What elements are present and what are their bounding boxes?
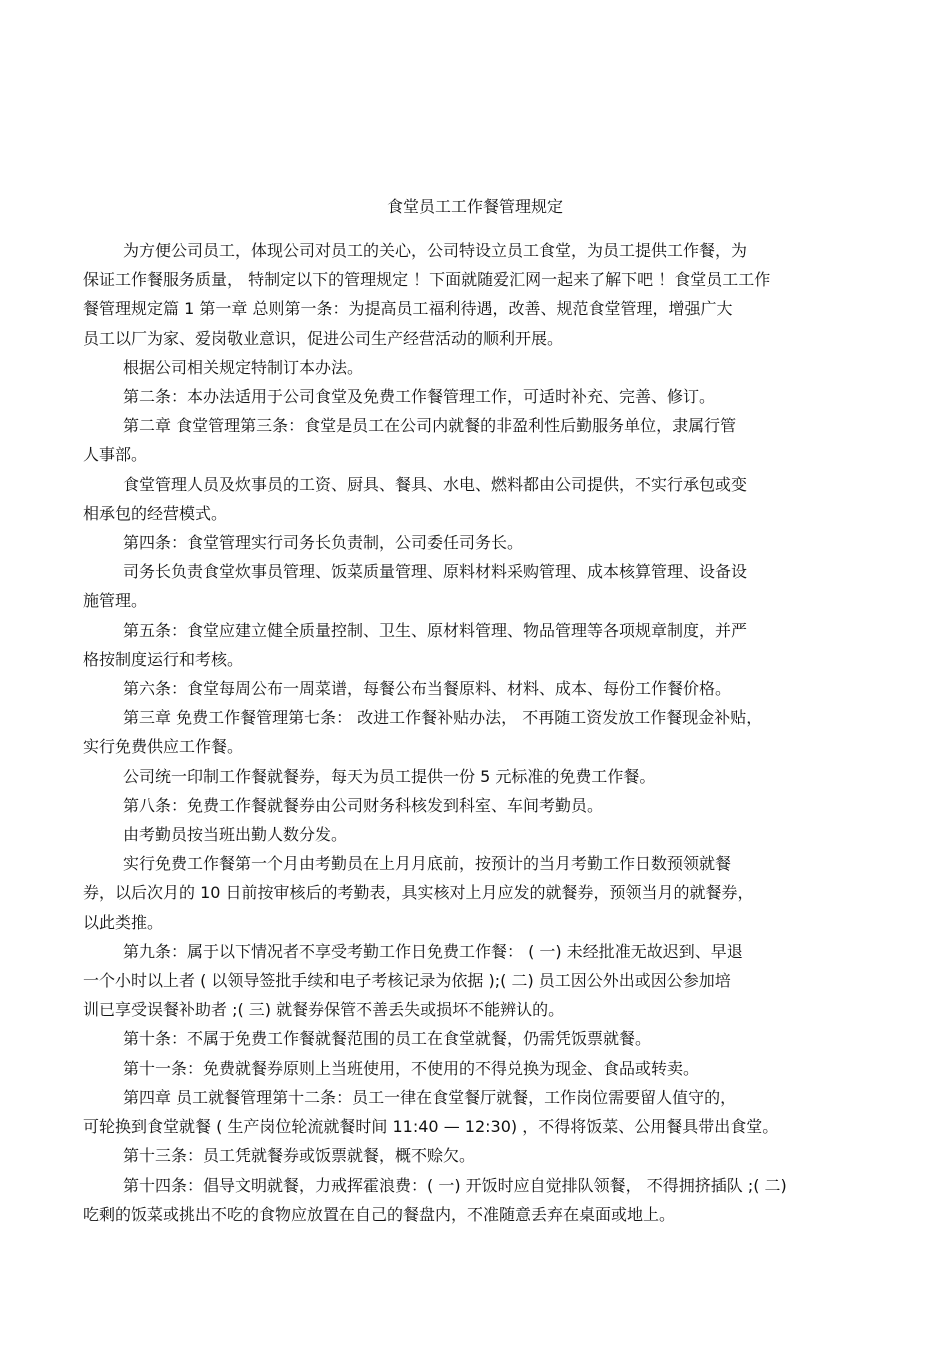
paragraph [83, 528, 873, 557]
paragraph-line: 司务长负责食堂炊事员管理、饭菜质量管理、原料材料采购管理、成本核算管理、设备设 [123, 562, 748, 582]
paragraph-line: 为方便公司员工，体现公司对员工的关心，公司特设立员工食堂，为员工提供工作餐，为 [123, 241, 748, 260]
paragraph-line: 第十四条：倡导文明就餐，力戒挥霍浪费：( 一) 开饭时应自觉排队领餐， 不得拥挤插队 ;( 二) [123, 1175, 787, 1195]
paragraph-line: 实行免费工作餐第一个月由考勤员在上月月底前，按预计的当月考勤工作日数预领就餐 [123, 854, 732, 874]
paragraph [83, 762, 873, 791]
paragraph-line: 实行免费供应工作餐。 [83, 737, 244, 757]
paragraph [83, 1141, 873, 1170]
paragraph [83, 1054, 873, 1083]
paragraph-line: 第十条：不属于免费工作餐就餐范围的员工在食堂就餐，仍需凭饭票就餐。 [123, 1029, 652, 1049]
paragraph [83, 820, 873, 849]
document-body [83, 236, 873, 1229]
paragraph-line: 由考勤员按当班出勤人数分发。 [123, 825, 348, 845]
paragraph [83, 1171, 873, 1229]
paragraph [83, 411, 873, 469]
paragraph-line: 相承包的经营模式。 [83, 503, 228, 523]
paragraph-line: 公司统一印制工作餐就餐券，每天为员工提供一份 5 元标准的免费工作餐。 [123, 766, 656, 786]
paragraph-line: 一个小时以上者 ( 以领导签批手续和电子考核记录为依据 );( 二) 员工因公外出或因公参加培 [83, 971, 731, 991]
paragraph [83, 382, 873, 411]
paragraph-line: 券，以后次月的 10 日前按审核后的考勤表，具实核对上月应发的就餐券，预领当月的就餐券， [83, 883, 754, 903]
paragraph-line: 施管理。 [83, 591, 148, 611]
paragraph-line: 第三章 免费工作餐管理第七条： 改进工作餐补贴办法， 不再随工资发放工作餐现金补贴， [123, 708, 763, 728]
paragraph-line: 第四条：食堂管理实行司务长负责制，公司委任司务长。 [123, 533, 524, 553]
paragraph [83, 470, 873, 528]
paragraph-line: 保证工作餐服务质量， 特制定以下的管理规定 ！下面就随爱汇网一起来了解下吧 ！食堂员工工作 [83, 270, 771, 290]
paragraph-line: 吃剩的饭菜或挑出不吃的食物应放置在自己的餐盘内，不准随意丢弃在桌面或地上。 [83, 1204, 676, 1224]
document-title: 食堂员工工作餐管理规定 [386, 197, 563, 216]
paragraph-line: 以此类推。 [83, 912, 164, 932]
paragraph [83, 703, 873, 761]
paragraph-line: 人事部。 [83, 445, 148, 465]
paragraph-line: 第十三条：员工凭就餐券或饭票就餐，概不赊欠。 [123, 1146, 476, 1166]
paragraph-line: 第四章 员工就餐管理第十二条：员工一律在食堂餐厅就餐，工作岗位需要留人值守的， [123, 1087, 737, 1107]
paragraph-line: 格按制度运行和考核。 [83, 649, 244, 669]
paragraph-line: 第二条：本办法适用于公司食堂及免费工作餐管理工作，可适时补充、完善、修订。 [123, 387, 716, 407]
paragraph-line: 第十一条：免费就餐券原则上当班使用，不使用的不得兑换为现金、食品或转卖。 [123, 1058, 700, 1078]
paragraph-line: 第五条：食堂应建立健全质量控制、卫生、原材料管理、物品管理等各项规章制度，并严 [123, 620, 748, 640]
paragraph-line: 第二章 食堂管理第三条：食堂是员工在公司内就餐的非盈利性后勤服务单位，隶属行管 [123, 416, 737, 436]
paragraph-line: 食堂管理人员及炊事员的工资、厨具、餐具、水电、燃料都由公司提供，不实行承包或变 [123, 474, 748, 494]
paragraph-line: 训已享受误餐补助者 ;( 三) 就餐券保管不善丢失或损坏不能辨认的。 [83, 1000, 565, 1020]
paragraph [83, 1083, 873, 1141]
paragraph-line: 可轮换到食堂就餐 ( 生产岗位轮流就餐时间 11:40 — 12:30) ，不得将饭菜、公用餐具带出食堂。 [83, 1117, 779, 1137]
paragraph-line: 员工以厂为家、爱岗敬业意识，促进公司生产经营活动的顺利开展。 [83, 328, 564, 348]
paragraph-line: 根据公司相关规定特制订本办法。 [123, 357, 364, 377]
paragraph-line: 第九条：属于以下情况者不享受考勤工作日免费工作餐： ( 一) 未经批准无故迟到、早退 [123, 941, 743, 961]
paragraph [83, 616, 873, 674]
paragraph [83, 236, 873, 353]
paragraph [83, 849, 873, 937]
paragraph [83, 674, 873, 703]
paragraph-line: 第八条：免费工作餐就餐券由公司财务科核发到科室、车间考勤员。 [123, 795, 604, 815]
paragraph [83, 1024, 873, 1053]
paragraph [83, 353, 873, 382]
paragraph-line: 第六条：食堂每周公布一周菜谱，每餐公布当餐原料、材料、成本、每份工作餐价格。 [123, 679, 732, 699]
paragraph [83, 937, 873, 1025]
paragraph-line: 餐管理规定篇 1 第一章 总则第一条：为提高员工福利待遇，改善、规范食堂管理，增强广大 [83, 299, 733, 319]
paragraph [83, 557, 873, 615]
paragraph [83, 791, 873, 820]
